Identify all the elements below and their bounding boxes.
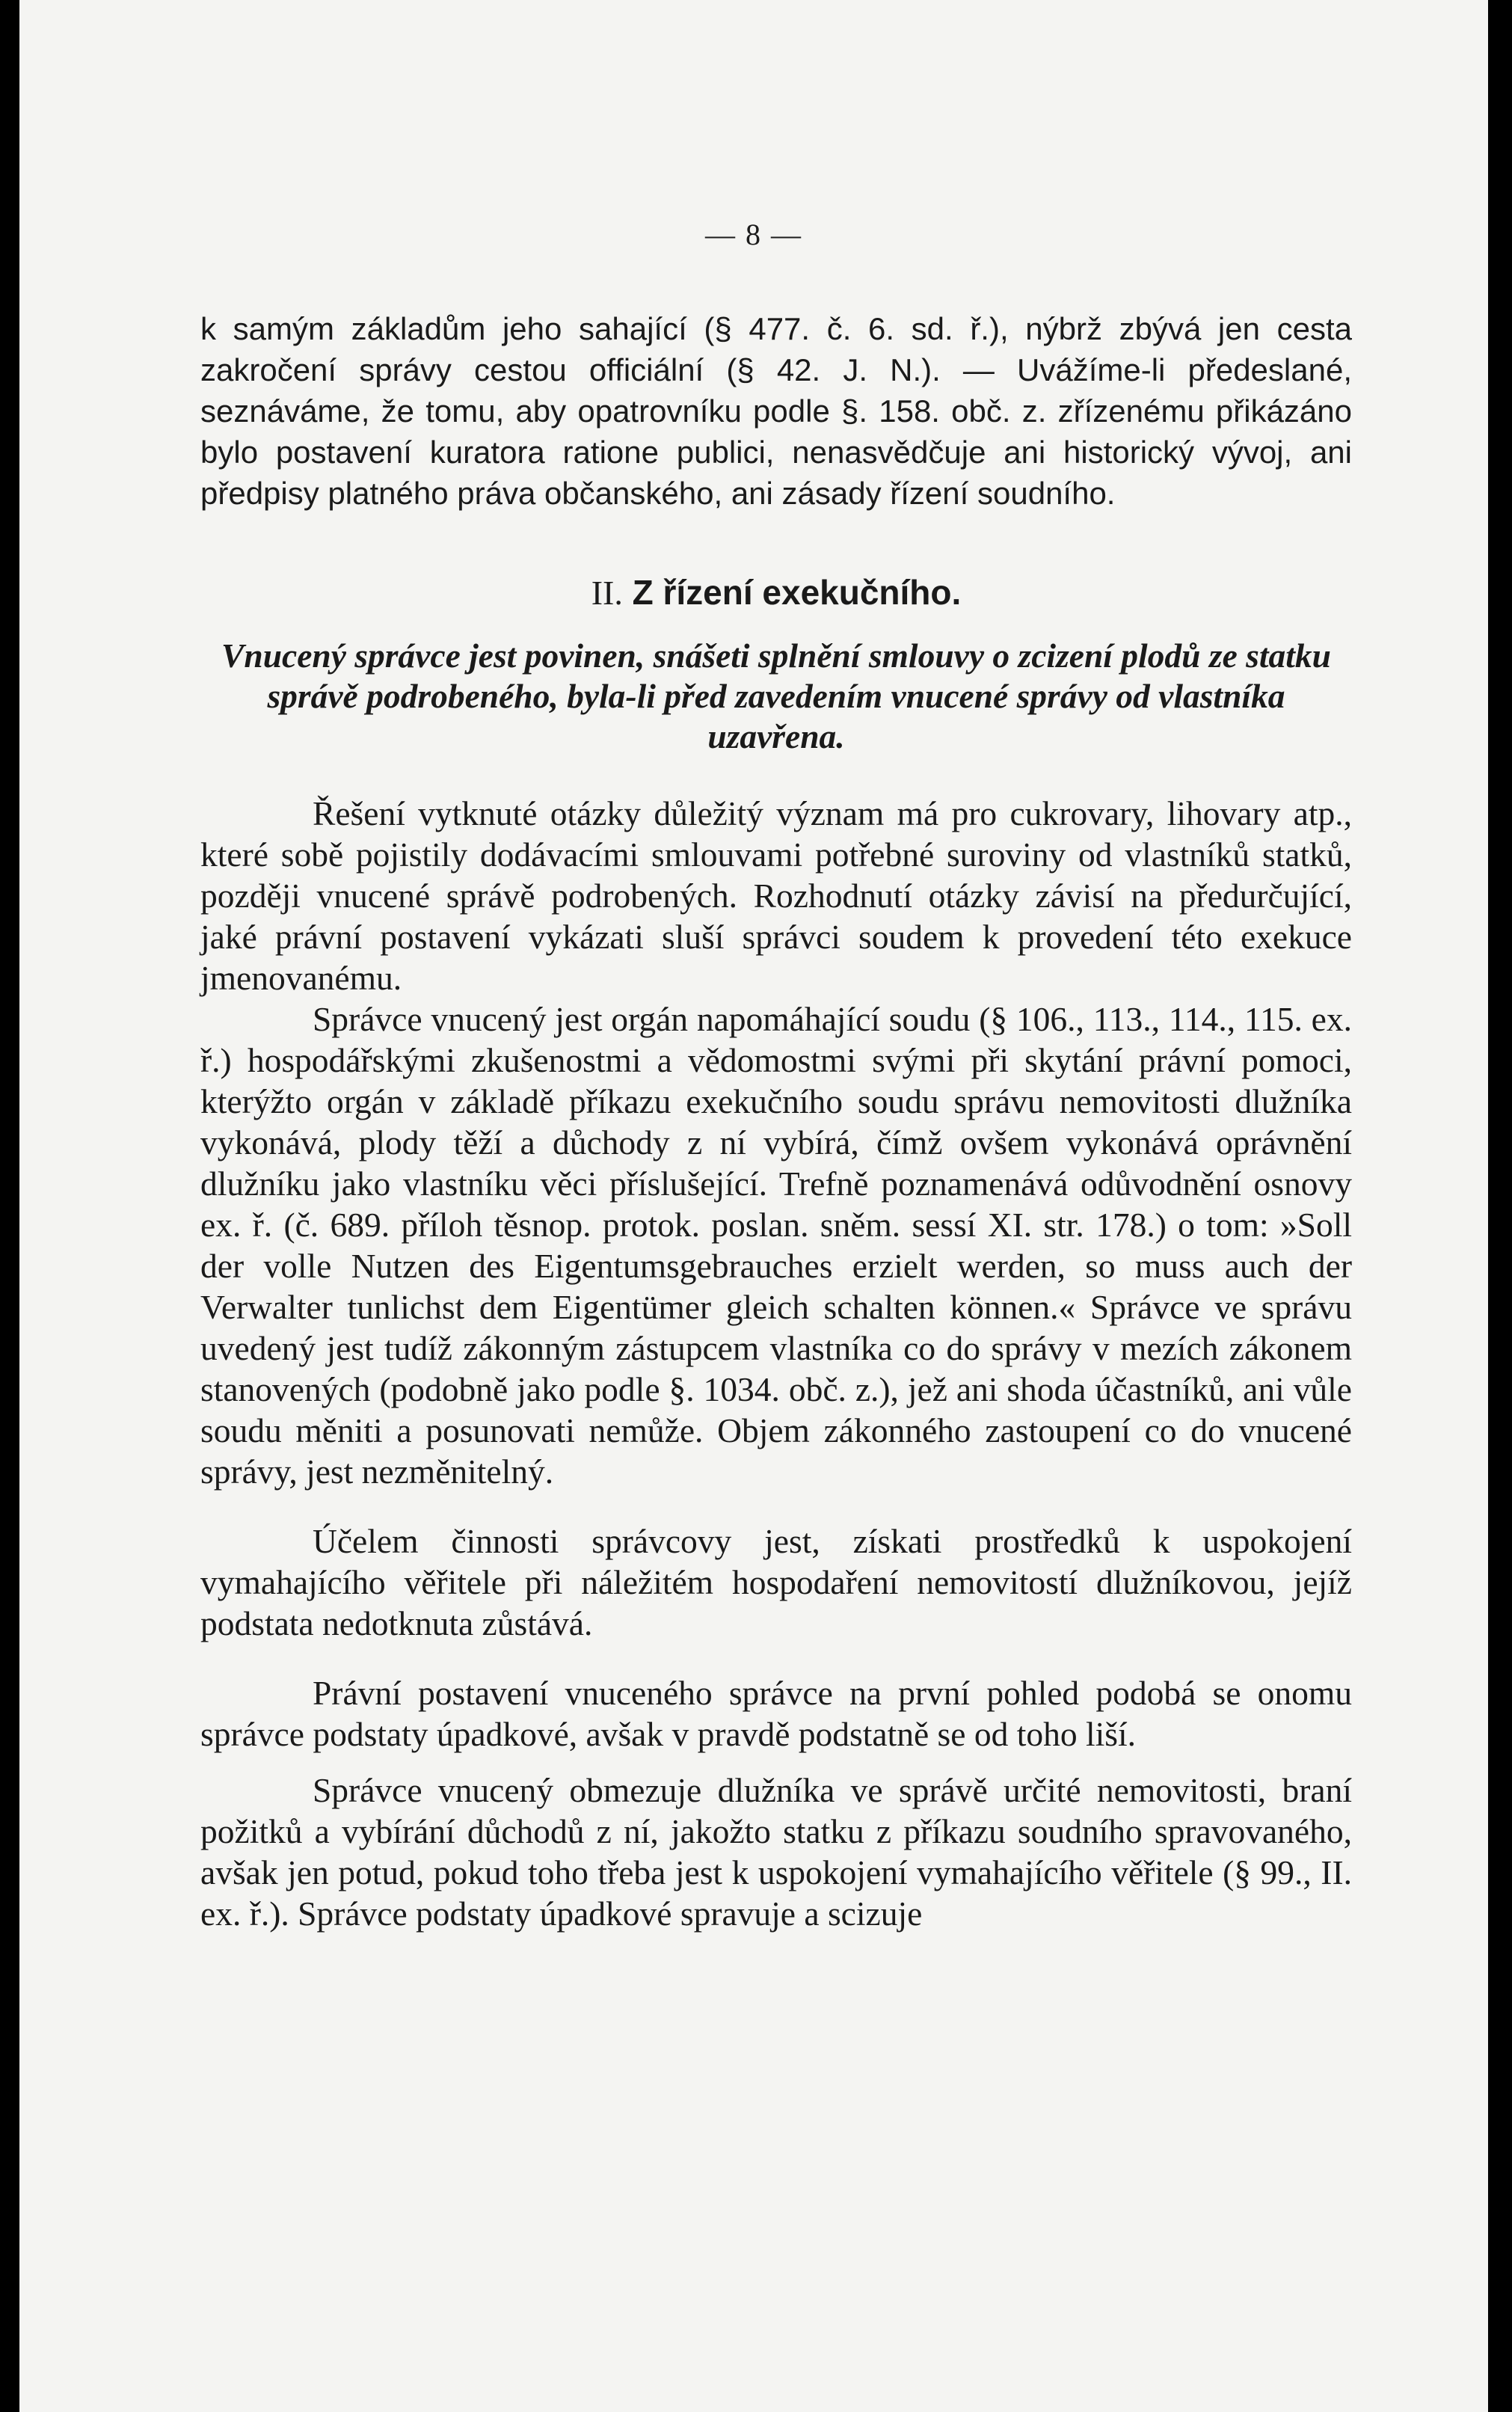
- document-page: [19, 0, 1488, 2412]
- paragraph-3: Účelem činnosti správcovy jest, získati prostředků k uspokojení vymahajícího věřitele při náležitém hospodaření nemovitostí dlužníkovou, jejíž podstata nedotknuta zůstává.: [200, 1522, 1352, 1642]
- section-number: II.: [591, 574, 623, 612]
- page-number: — 8 —: [705, 218, 802, 251]
- paragraph-continued: k samým základům jeho sahající (§ 477. č. 6. sd. ř.), nýbrž zbývá jen cesta zakročení správy cestou officiální (§ 42. J. N.). — Uvážíme-li předeslané, seznáváme, že tomu, aby opatrovníku podle §. 158. obč. z. zřízenému přikázáno bylo postavení kuratora ratione publici, nenasvědčuje ani historický vývoj, ani předpisy platného práva občanského, ani zásady řízení soudního.: [200, 311, 1352, 511]
- section-thesis: Vnucený správce jest povinen, snášeti splnění smlouvy o zcizení plodů ze statku správě podrobeného, byla-li před zavedením vnucené správy od vlastníka uzavřena.: [221, 636, 1331, 755]
- section-title: Z řízení exekučního.: [632, 573, 962, 612]
- document-body: [200, 308, 1352, 1934]
- paragraph-1: Řešení vytknuté otázky důležitý význam má pro cukrovary, lihovary atp., které sobě pojistily dodávacími smlouvami potřebné suroviny od vlastníků statků, později vnucené správě podrobených. Rozhodnutí otázky závisí na předurčující, jaké právní postavení vykázati sluší správci soudem k provedení této exekuce jmenovanému.: [200, 794, 1352, 997]
- paragraph-5: Správce vnucený obmezuje dlužníka ve správě určité nemovitosti, braní požitků a vybírání důchodů z ní, jakožto statku z příkazu soudního spravovaného, avšak jen potud, pokud toho třeba jest k uspokojení vymahajícího věřitele (§ 99., II. ex. ř.). Správce podstaty úpadkové spravuje a scizuje: [200, 1771, 1352, 1933]
- paragraph-4: Právní postavení vnuceného správce na první pohled podobá se onomu správce podstaty úpadkové, avšak v pravdě podstatně se od toho liší.: [200, 1674, 1352, 1753]
- section-heading: [200, 572, 1352, 613]
- paragraph-2: Správce vnucený jest orgán napomáhající soudu (§ 106., 113., 114., 115. ex. ř.) hospodářskými zkušenostmi a vědomostmi svými při skytání právní pomoci, kterýžto orgán v základě příkazu exekučního soudu správu nemovitosti dlužníka vykonává, plody těží a důchody z ní vybírá, čímž ovšem vykonává oprávnění dlužníku jako vlastníku věci příslušející. Trefně poznamenává odůvodnění osnovy ex. ř. (č. 689. příloh těsnop. protok. poslan. sněm. sessí XI. str. 178.) o tom: »Soll der volle Nutzen des Eigentumsgebrauches erzielt werden, so muss auch der Verwalter tunlichst dem Eigentümer gleich schalten können.« Správce ve správu uvedený jest tudíž zákonným zástupcem vlastníka co do správy v mezích zákonem stanovených (podobně jako podle §. 1034. obč. z.), jež ani shoda účastníků, ani vůle soudu měniti a posunovati nemůže. Objem zákonného zastoupení co do vnucené správy, jest nezměnitelný.: [200, 1000, 1352, 1491]
